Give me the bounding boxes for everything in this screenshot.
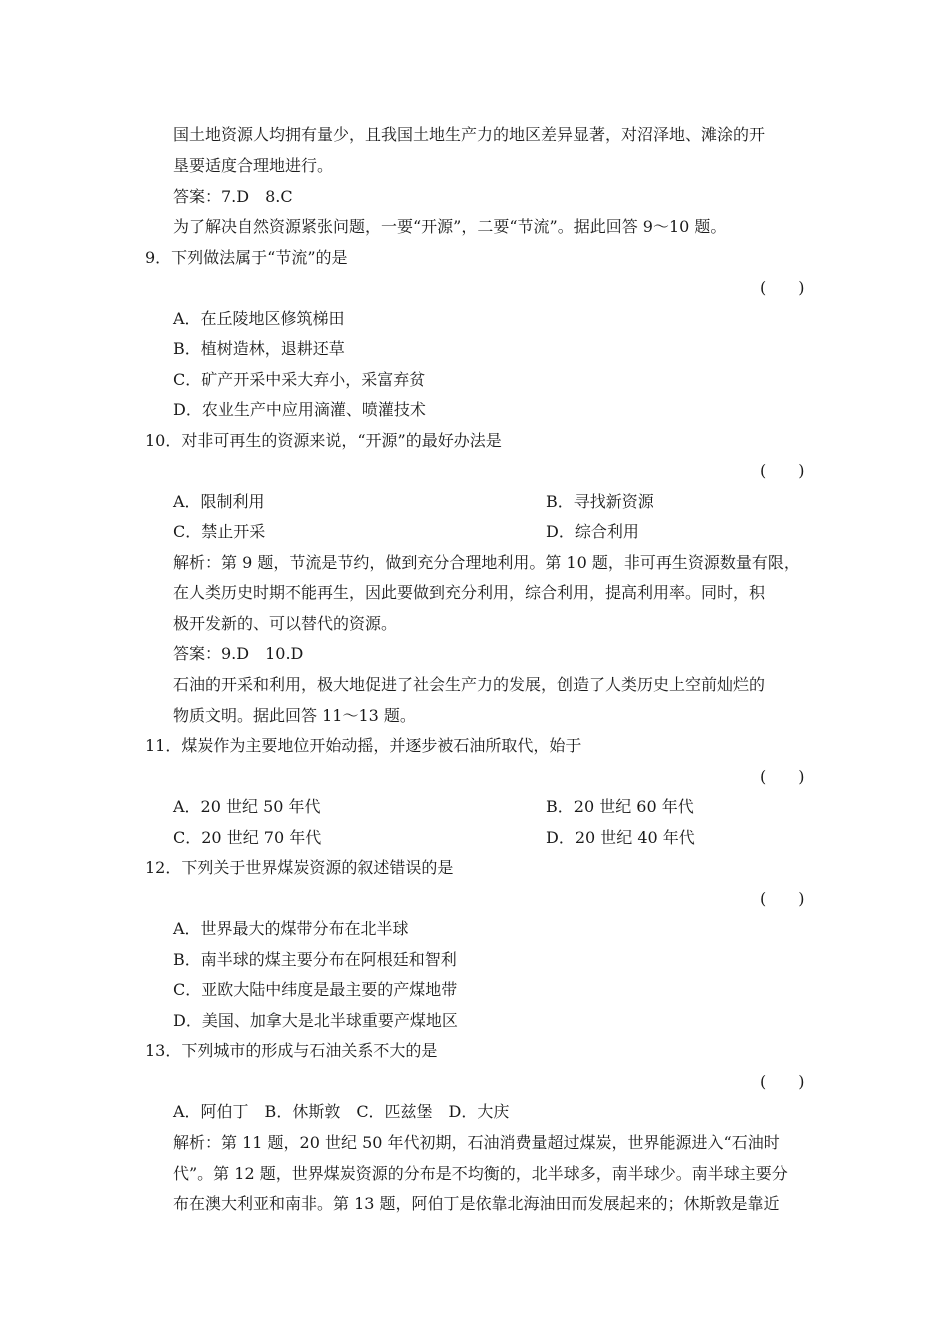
- question-11-option-d: D．20 世纪 40 年代: [546, 828, 695, 847]
- answer-paren: ( ): [760, 278, 805, 297]
- analysis-line: 极开发新的、可以替代的资源。: [173, 614, 398, 633]
- answer-paren: ( ): [760, 767, 805, 786]
- question-12-option-c: C．亚欧大陆中纬度是最主要的产煤地带: [173, 980, 458, 999]
- question-12-stem: 12．下列关于世界煤炭资源的叙述错误的是: [145, 858, 454, 877]
- question-12-option-b: B．南半球的煤主要分布在阿根廷和智利: [173, 950, 457, 969]
- question-10-option-d: D．综合利用: [546, 522, 639, 541]
- question-11-option-c: C．20 世纪 70 年代: [173, 828, 322, 847]
- question-11-option-b: B．20 世纪 60 年代: [546, 797, 694, 816]
- question-10-option-a: A．限制利用: [173, 492, 265, 511]
- question-9-option-d: D．农业生产中应用滴灌、喷灌技术: [173, 400, 426, 419]
- question-12-option-d: D．美国、加拿大是北半球重要产煤地区: [173, 1011, 458, 1030]
- analysis-line: 解析：第 11 题，20 世纪 50 年代初期，石油消费量超过煤炭，世界能源进入“石油时: [173, 1133, 780, 1152]
- question-10-option-c: C．禁止开采: [173, 522, 266, 541]
- question-9-option-c: C．矿产开采中采大弃小，采富弃贫: [173, 370, 426, 389]
- question-11-option-a: A．20 世纪 50 年代: [173, 797, 321, 816]
- answer-paren: ( ): [760, 1072, 805, 1091]
- question-11-stem: 11．煤炭作为主要地位开始动摇，并逐步被石油所取代，始于: [145, 736, 582, 755]
- question-13-stem: 13．下列城市的形成与石油关系不大的是: [145, 1041, 438, 1060]
- intro-line: 为了解决自然资源紧张问题，一要“开源”，二要“节流”。据此回答 9～10 题。: [173, 217, 727, 236]
- question-12-option-a: A．世界最大的煤带分布在北半球: [173, 919, 409, 938]
- text-line: 垦要适度合理地进行。: [173, 156, 334, 175]
- analysis-line: 布在澳大利亚和南非。第 13 题，阿伯丁是依靠北海油田而发展起来的；休斯敦是靠近: [173, 1194, 780, 1213]
- intro-line: 物质文明。据此回答 11～13 题。: [173, 706, 416, 725]
- answer-line: 答案：7.D 8.C: [173, 187, 293, 206]
- question-9-stem: 9．下列做法属于“节流”的是: [145, 248, 348, 267]
- question-9-option-a: A．在丘陵地区修筑梯田: [173, 309, 345, 328]
- answer-line: 答案：9.D 10.D: [173, 644, 304, 663]
- question-9-option-b: B．植树造林，退耕还草: [173, 339, 345, 358]
- analysis-line: 解析：第 9 题，节流是节约，做到充分合理地利用。第 10 题，非可再生资源数量有限，: [173, 553, 800, 572]
- question-10-option-b: B．寻找新资源: [546, 492, 654, 511]
- question-13-options: A．阿伯丁 B．休斯敦 C．匹兹堡 D．大庆: [173, 1102, 510, 1121]
- analysis-line: 代”。第 12 题，世界煤炭资源的分布是不均衡的，北半球多，南半球少。南半球主要分: [173, 1164, 788, 1183]
- answer-paren: ( ): [760, 461, 805, 480]
- answer-paren: ( ): [760, 889, 805, 908]
- analysis-line: 在人类历史时期不能再生，因此要做到充分利用，综合利用，提高利用率。同时，积: [173, 583, 766, 602]
- intro-line: 石油的开采和利用，极大地促进了社会生产力的发展，创造了人类历史上空前灿烂的: [173, 675, 766, 694]
- text-line: 国土地资源人均拥有量少，且我国土地生产力的地区差异显著，对沼泽地、滩涂的开: [173, 125, 766, 144]
- question-10-stem: 10．对非可再生的资源来说，“开源”的最好办法是: [145, 431, 502, 450]
